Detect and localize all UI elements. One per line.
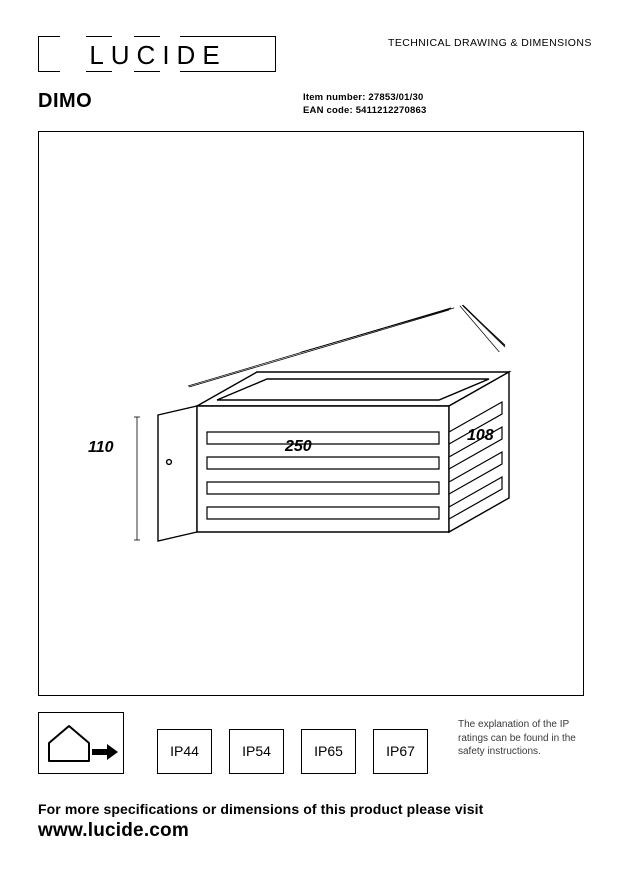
logo-border-gap: [60, 34, 86, 38]
ip-rating-note: The explanation of the IP ratings can be found in the safety instructions.: [458, 719, 576, 757]
footer-website[interactable]: www.lucide.com: [38, 820, 189, 841]
dimension-depth: 108: [467, 427, 494, 444]
item-number: [303, 92, 423, 103]
page-title: DIMO: [38, 90, 93, 112]
ean-code: [303, 105, 426, 116]
lucide-logo: [38, 36, 276, 72]
indoor-outdoor-icon-box: [38, 712, 124, 774]
technical-drawing-frame: [38, 131, 584, 696]
logo-border-gap: [112, 70, 134, 74]
house-arrow-icon: [39, 713, 123, 773]
footer-text: For more specifications or dimensions of this product please visit: [38, 801, 484, 817]
logo-text: LUCIDE: [89, 40, 227, 70]
technical-drawing-title: TECHNICAL DRAWING & DIMENSIONS: [388, 37, 592, 49]
logo-border-gap: [60, 70, 86, 74]
ip-rating-ip67: IP67: [373, 729, 428, 774]
ean-code-value: 5411212270863: [355, 105, 427, 116]
item-number-label: Item number:: [303, 92, 366, 103]
wall-lamp-drawing: [39, 132, 585, 697]
ip-rating-ip44: IP44: [157, 729, 212, 774]
item-number-value: 27853/01/30: [368, 92, 424, 103]
logo-border-gap: [112, 34, 134, 38]
ip-rating-ip54: IP54: [229, 729, 284, 774]
logo-border-gap: [160, 34, 180, 38]
ean-code-label: EAN code:: [303, 105, 353, 116]
dimension-width: 250: [285, 438, 312, 455]
ip-rating-ip65: IP65: [301, 729, 356, 774]
dimension-height: 110: [88, 439, 114, 456]
logo-border-gap: [160, 70, 180, 74]
